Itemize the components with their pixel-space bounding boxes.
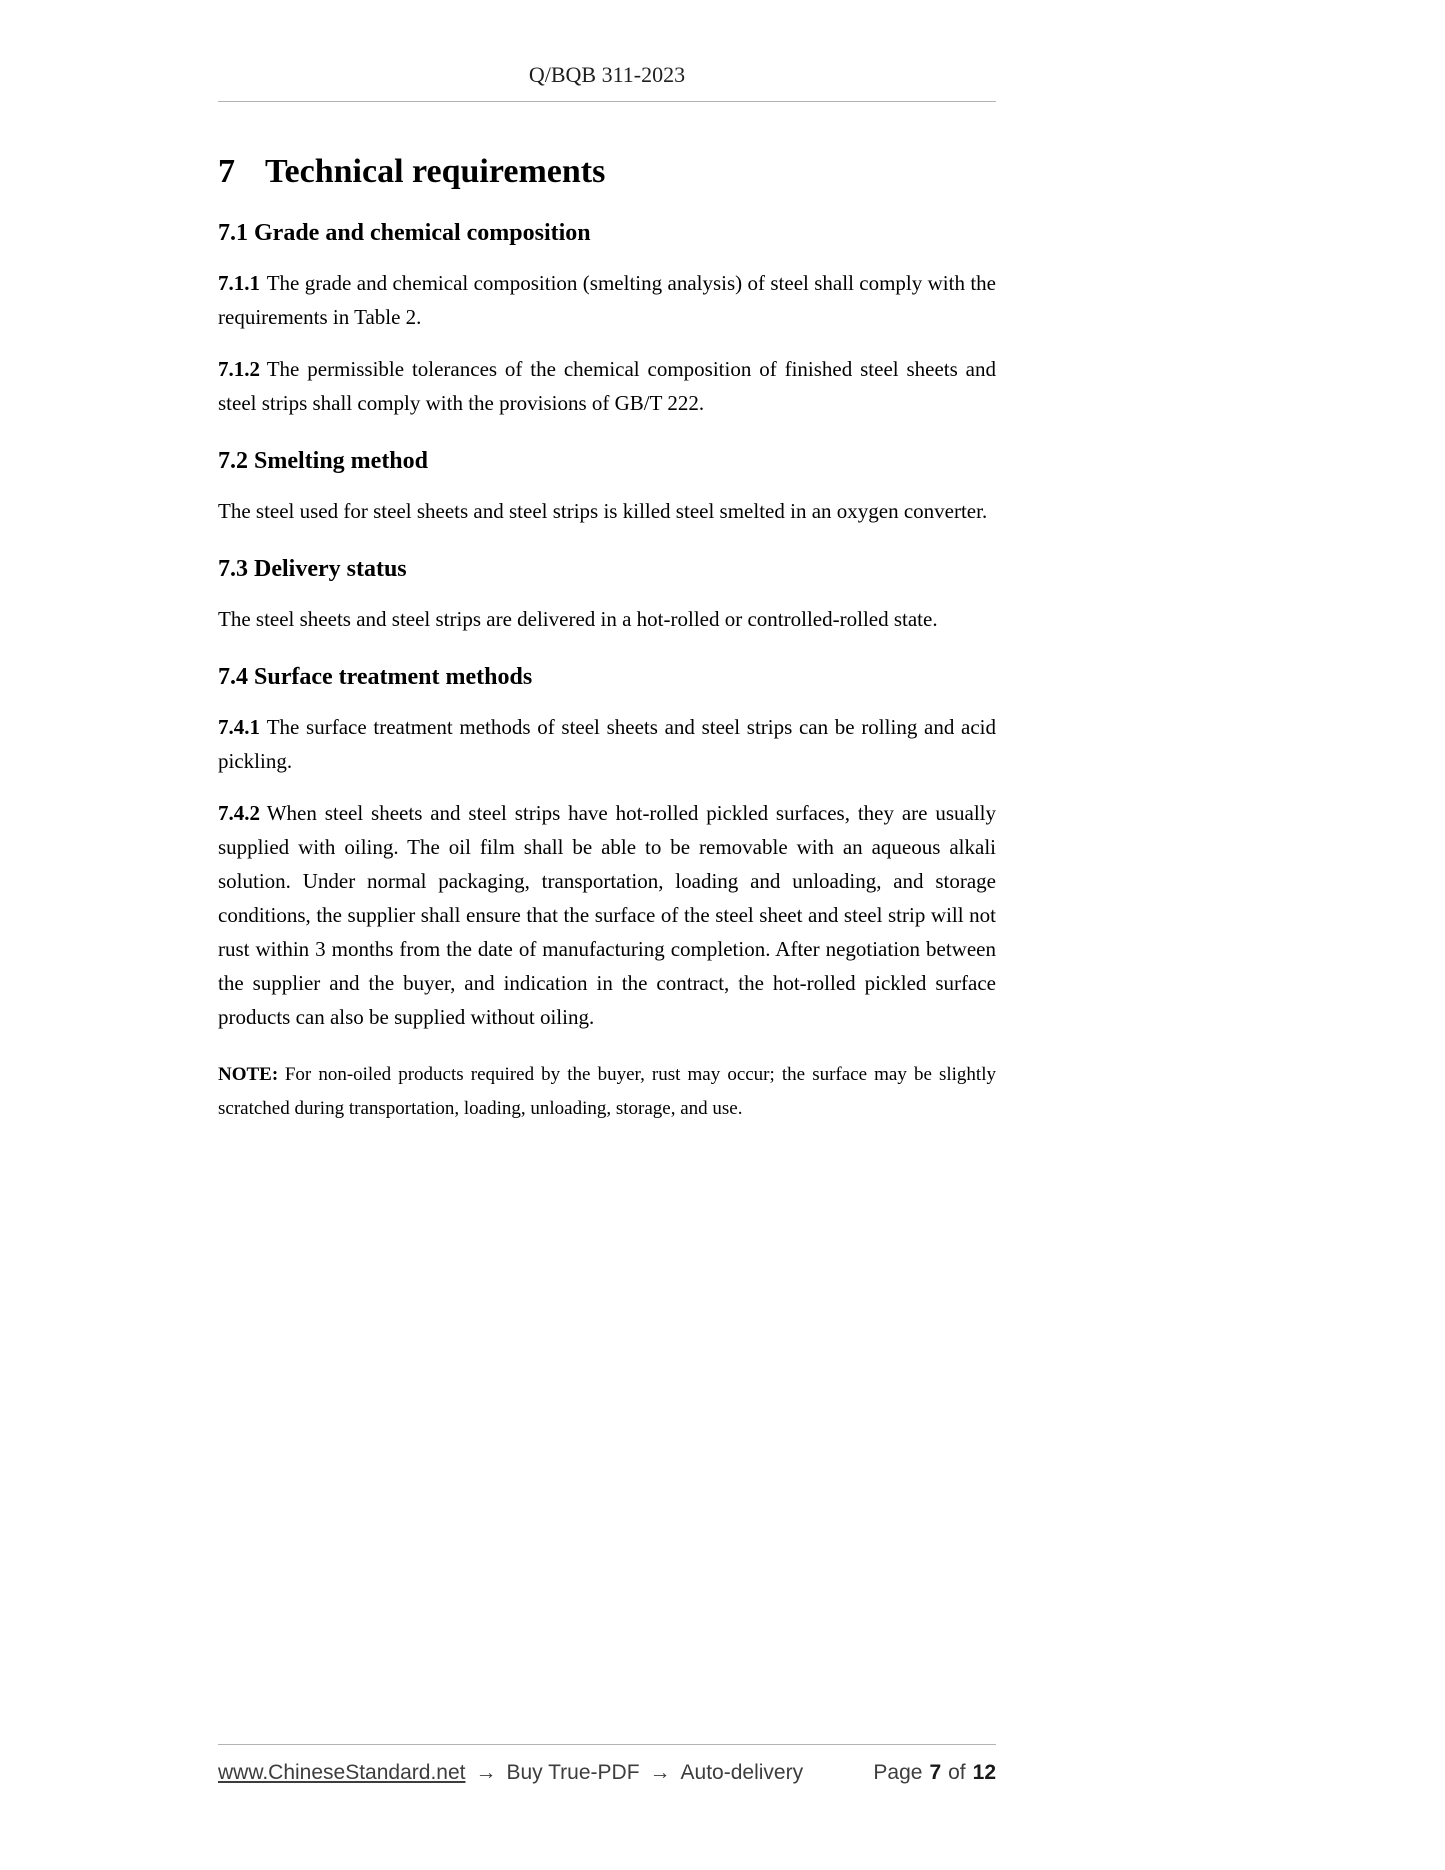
subsection-heading-7-4: 7.4 Surface treatment methods <box>218 664 533 690</box>
paragraph-7-1-2 <box>218 352 996 420</box>
page-number: 7 <box>929 1761 942 1784</box>
paragraph-7-4-1-text: The surface treatment methods of steel sheets and steel strips can be rolling and acid pickling. <box>218 715 996 773</box>
paragraph-7-1-1 <box>218 266 996 334</box>
doc-number: Q/BQB 311-2023 <box>528 62 686 87</box>
clause-number-7-4-2: 7.4.2 <box>218 801 260 825</box>
clause-number-7-4-1: 7.4.1 <box>218 715 260 739</box>
paragraph-7-3: The steel sheets and steel strips are delivered in a hot-rolled or controlled-rolled state. <box>218 607 938 631</box>
note-text: For non-oiled products required by the buyer, rust may occur; the surface may be slightly scratched during transportation, loading, unloading, storage, and use. <box>218 1064 996 1119</box>
clause-number-7-1-2: 7.1.2 <box>218 357 260 381</box>
of-label: of <box>948 1761 966 1784</box>
paragraph-7-1-2-text: The permissible tolerances of the chemical composition of finished steel sheets and steel strips shall comply with the provisions of GB/T 222. <box>218 357 996 415</box>
paragraph-7-4-1 <box>218 710 996 778</box>
page-total: 12 <box>972 1761 996 1784</box>
subsection-heading-7-2: 7.2 Smelting method <box>218 448 428 474</box>
page-content <box>218 62 996 1126</box>
paragraph-7-2: The steel used for steel sheets and steel strips is killed steel smelted in an oxygen converter. <box>218 499 988 523</box>
section-number: 7 <box>218 153 235 190</box>
paragraph-7-1-1-text: The grade and chemical composition (smelting analysis) of steel shall comply with the requirements in Table 2. <box>218 271 996 329</box>
footer-links <box>218 1761 803 1785</box>
subsection-heading-7-3: 7.3 Delivery status <box>218 556 407 582</box>
section-title-text: Technical requirements <box>265 153 606 190</box>
arrow-icon: → <box>475 1761 497 1784</box>
footer-item-auto-delivery: Auto-delivery <box>680 1761 804 1784</box>
paragraph-7-4-2 <box>218 796 996 1034</box>
arrow-icon: → <box>649 1761 671 1784</box>
subsection-heading-7-1: 7.1 Grade and chemical composition <box>218 220 591 246</box>
page-footer <box>218 1744 996 1785</box>
page-label: Page <box>873 1761 923 1784</box>
footer-item-buy-pdf: Buy True-PDF <box>506 1761 640 1784</box>
footer-row <box>218 1745 996 1785</box>
site-link[interactable]: www.ChineseStandard.net <box>218 1761 466 1784</box>
header-divider <box>218 101 996 102</box>
note-paragraph <box>218 1058 996 1126</box>
clause-number-7-1-1: 7.1.1 <box>218 271 260 295</box>
note-label: NOTE: <box>218 1064 279 1085</box>
page-indicator <box>873 1761 996 1785</box>
paragraph-7-4-2-text: When steel sheets and steel strips have hot-rolled pickled surfaces, they are usually supplied with oiling. The oil film shall be able to be removable with an aqueous alkali solution. Under normal packaging, transportation, loading and unloading, and storage conditions, the supplier shall ensure that the surface of the steel sheet and steel strip will not rust within 3 months from the date of manufacturing completion. After negotiation between the supplier and the buyer, and indication in the contract, the hot-rolled pickled surface products can also be supplied without oiling. <box>218 801 996 1029</box>
section-title <box>218 152 996 192</box>
